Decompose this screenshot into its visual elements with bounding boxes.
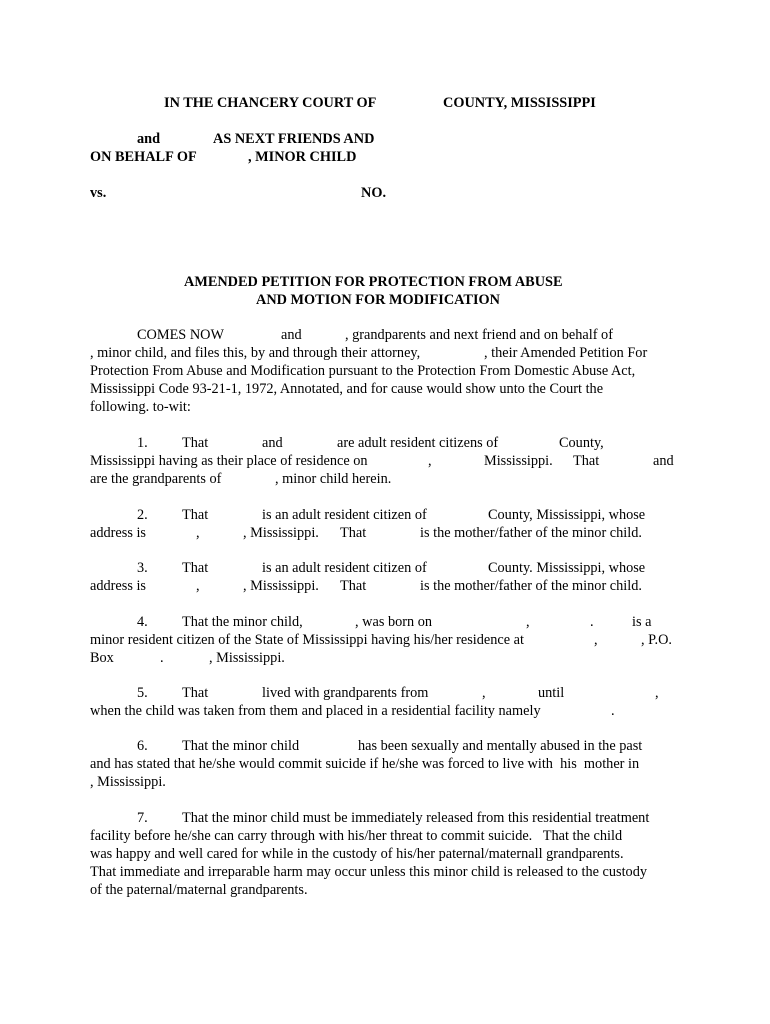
next-friends-text: AS NEXT FRIENDS AND [213,131,375,147]
p3-that: That [182,560,209,576]
p2-that2: That [340,525,367,541]
p1-comma: , [428,453,432,469]
p5-lived: lived with grandparents from [262,685,429,701]
p3-mississippi: , Mississippi. [243,578,319,594]
p5-that: That [182,685,209,701]
p4-mississippi: , Mississippi. [209,650,285,666]
document-title-line1: AMENDED PETITION FOR PROTECTION FROM ABUSE [184,274,563,290]
minor-child-text: , MINOR CHILD [248,149,357,165]
p2-address-is: address is [90,525,146,541]
p4-po: , P.O. [641,632,672,648]
p5-dot: . [611,703,615,719]
p3-comma: , [196,578,200,594]
p3-address-is: address is [90,578,146,594]
document-title-line2: AND MOTION FOR MODIFICATION [256,292,500,308]
p1-and2: and [653,453,674,469]
p6-abused: has been sexually and mentally abused in the past [358,738,643,754]
county-heading: COUNTY, MISSISSIPPI [443,95,596,111]
p2-comma: , [196,525,200,541]
p2-adult-citizen: is an adult resident citizen of [262,507,427,523]
p3-parent: is the mother/father of the minor child. [420,578,642,594]
p7-number: 7. [137,810,148,826]
p2-parent: is the mother/father of the minor child. [420,525,642,541]
p2-mississippi: , Mississippi. [243,525,319,541]
case-number-label: NO. [361,185,387,201]
p2-number: 2. [137,507,148,523]
p1-that: That [182,435,209,451]
intro-line2b: , their Amended Petition For [484,345,648,361]
p6-line2: and has stated that he/she would commit suicide if he/she was forced to live with his mother in [90,756,640,772]
p6-minor-child: That the minor child [182,738,300,754]
p1-number: 1. [137,435,148,451]
p6-line3: , Mississippi. [90,774,166,790]
caption-and: and [137,131,161,147]
p1-grandparents-of: are the grandparents of [90,471,222,487]
p3-number: 3. [137,560,148,576]
court-heading: IN THE CHANCERY COURT OF [164,95,377,111]
p3-that2: That [340,578,367,594]
p6-number: 6. [137,738,148,754]
p5-line2: when the child was taken from them and placed in a residential facility namely [90,703,541,719]
p4-number: 4. [137,614,148,630]
intro-grandparents: , grandparents and next friend and on behalf of [345,327,613,343]
intro-line2a: , minor child, and files this, by and through their attorney, [90,345,421,361]
p5-comma2: , [655,685,659,701]
p1-minor-child: , minor child herein. [275,471,392,487]
on-behalf-text: ON BEHALF OF [90,149,197,165]
versus-text: vs. [90,185,107,201]
p4-box-dot: . [160,650,164,666]
intro-comes-now: COMES NOW [137,327,224,343]
intro-line5: following. to-wit: [90,399,191,415]
p4-comma: , [526,614,530,630]
p7-line3: was happy and well cared for while in the custody of his/her paternal/maternall grandparents. [90,846,624,862]
p1-that2: That [573,453,600,469]
p3-adult-citizen: is an adult resident citizen of [262,560,427,576]
p5-number: 5. [137,685,148,701]
p4-born-on: , was born on [355,614,433,630]
p4-minor-child: That the minor child, [182,614,303,630]
p7-line4: That immediate and irreparable harm may occur unless this minor child is released to the custody [90,864,648,880]
p2-that: That [182,507,209,523]
p5-until: until [538,685,565,701]
p4-is-a: is a [632,614,652,630]
p4-dot: . [590,614,594,630]
p7-line1: That the minor child must be immediately released from this residential treatment [182,810,650,826]
p4-box: Box [90,650,114,666]
p1-line2: Mississippi having as their place of residence on [90,453,368,469]
p4-comma2: , [594,632,598,648]
p7-line5: of the paternal/maternal grandparents. [90,882,308,898]
p1-mississippi: Mississippi. [484,453,553,469]
p4-line2: minor resident citizen of the State of Mississippi having his/her residence at [90,632,524,648]
p7-line2: facility before he/she can carry through with his/her threat to commit suicide. That the child [90,828,623,844]
p1-adult-citizens: are adult resident citizens of [337,435,499,451]
intro-line3: Protection From Abuse and Modification pursuant to the Protection From Domestic Abuse Act, [90,363,636,379]
p1-and: and [262,435,283,451]
intro-line4: Mississippi Code 93-21-1, 1972, Annotated, and for cause would show unto the Court the [90,381,604,397]
p1-county: County, [559,435,604,451]
p3-county: County. Mississippi, whose [488,560,646,576]
p5-comma: , [482,685,486,701]
p2-county: County, Mississippi, whose [488,507,646,523]
intro-and: and [281,327,302,343]
